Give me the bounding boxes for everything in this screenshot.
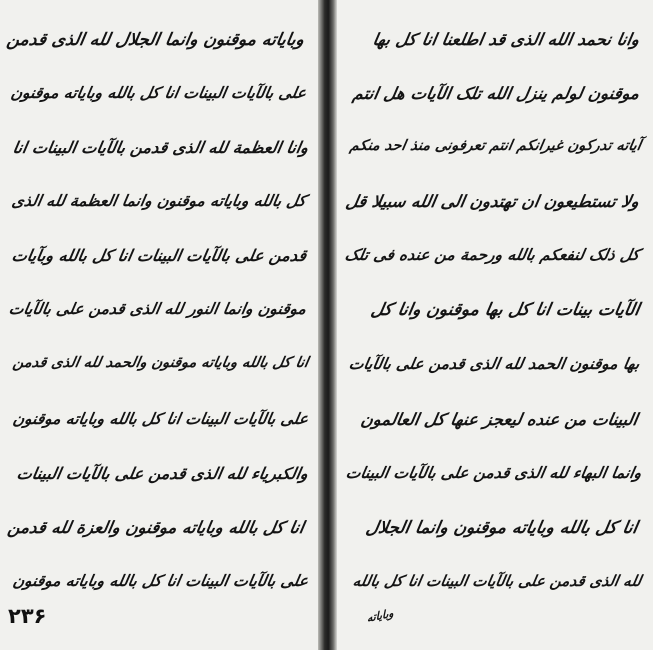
left-line-10: انا کل بالله وبایاته موقنون والعزة لله قدمن [6,518,306,537]
right-line-10: انا کل بالله وبایاته موقنون وانما الجلال [363,518,639,538]
left-line-9: والکبریاء لله الذی قدمن علی بالآیات البینات [15,464,310,483]
right-line-7: بها موقنون الحمد لله الذی قدمن علی بالآیات [347,355,641,373]
right-line-5: کل ذلک لنفعکم بالله ورحمة من عنده فی تلک [343,246,641,264]
right-line-6: الآیات بینات انا کل بها موقنون وانا کل [369,300,641,320]
catchword: وبایاته [366,606,394,626]
page-number: ۲۳۶ [8,604,47,628]
left-line-1: وبایاته موقنون وانما الجلال لله الذی قدمن [5,30,306,50]
book-gutter [318,0,337,650]
left-line-3: وانا العظمة لله الذی قدمن بالآیات البینات انا [11,138,310,157]
left-line-5: قدمن علی بالآیات البینات انا کل بالله وبآیات [10,246,308,265]
right-line-3: آیاته تدرکون غیرانکم انتم تعرفونی منذ احد منکم [348,138,643,154]
right-line-8: البینات من عنده لیعجز عنها کل العالمون [358,410,639,429]
left-line-4: کل بالله وبایاته موقنون وانما العظمة لله الذی [10,192,308,210]
right-line-11: لله الذی قدمن علی بالآیات البینات انا کل بالله [351,572,643,590]
right-line-1: وانا نحمد الله الذی قد اطلعنا انا کل بها [371,30,641,49]
right-page [337,0,653,650]
right-line-9: وانما البهاء لله الذی قدمن علی بالآیات البینات [344,464,643,482]
left-line-6: موقنون وانما النور لله الذی قدمن علی بالآیات [7,300,308,318]
left-line-11: علی بالآیات البینات انا کل بالله وبایاته موقنون [11,572,310,590]
left-line-8: علی بالآیات البینات انا کل بالله وبایاته موقنون [11,410,310,428]
left-page [0,0,318,650]
left-line-2: علی بالآیات البینات انا کل بالله وبایاته موقنون [9,84,308,102]
right-line-2: موقنون لولم ینزل الله تلک الآیات هل انتم [351,84,641,103]
left-line-7: انا کل بالله وبایاته موقنون والحمد لله الذی قدمن [11,355,310,371]
right-line-4: ولا تستطیعون ان تهتدون الی الله سبیلا قل [344,192,641,211]
